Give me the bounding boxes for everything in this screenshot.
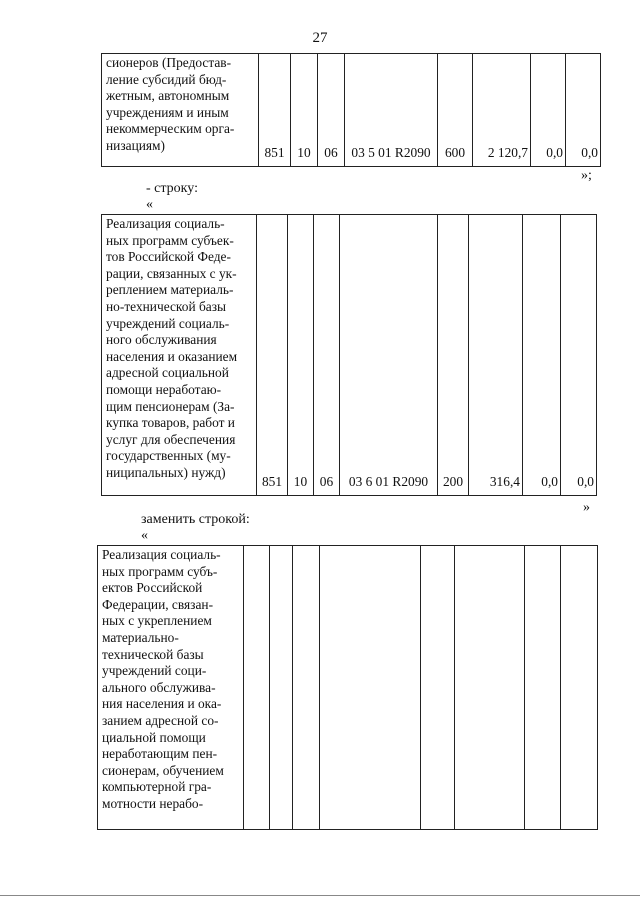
desc-line: ектов Российской (102, 580, 203, 596)
cell-ministry-code: 851 (257, 215, 288, 496)
desc-line: компьютерной гра- (102, 779, 212, 795)
cell-section (270, 546, 293, 830)
desc-line: ных программ субъек- (106, 232, 234, 248)
cell-expense-type (421, 546, 455, 830)
desc-line: Реализация социаль- (102, 547, 221, 562)
cell-amount-2: 0,0 (531, 54, 566, 167)
desc-line: щим пенсионерам (За- (106, 398, 235, 414)
cell-subsection: 06 (318, 54, 345, 167)
desc-line: населения и оказанием (106, 348, 238, 364)
desc-line: сионеров (Предостав- (106, 55, 232, 70)
desc-line: сионерам, обучением (102, 762, 224, 778)
closing-quote: »; (581, 168, 592, 183)
cell-subsection (293, 546, 320, 830)
desc-line: Федерации, связан- (102, 596, 214, 612)
desc-line: ных программ субъ- (102, 563, 218, 579)
desc-line: государственных (му- (106, 448, 231, 464)
cell-amount-3: 0,0 (561, 215, 597, 496)
desc-line: низациям) (106, 137, 165, 153)
budget-table-3 (97, 545, 598, 830)
budget-table-2 (101, 214, 597, 496)
desc-line: адресной социальной (106, 365, 229, 381)
cell-section: 10 (288, 215, 314, 496)
desc-line: рации, связанных с ук- (106, 265, 237, 281)
desc-line: ных с укреплением (102, 613, 212, 629)
desc-line: учреждениям и иным (106, 104, 229, 120)
cell-expense-type: 600 (438, 54, 473, 167)
desc-line: купка товаров, работ и (106, 415, 235, 431)
desc-line: помощи неработаю- (106, 381, 222, 397)
desc-line: циальной помощи (102, 729, 206, 745)
opening-quote: « (146, 197, 153, 212)
row-description (102, 54, 259, 167)
opening-quote: « (141, 528, 148, 543)
row-description (102, 215, 257, 496)
desc-line: ного обслуживания (106, 332, 217, 348)
desc-line: мотности нерабо- (102, 795, 204, 811)
desc-line: некоммерческим орга- (106, 121, 235, 137)
instruction-line: - строку: (146, 181, 198, 196)
cell-amount-1 (455, 546, 525, 830)
cell-amount-1: 2 120,7 (473, 54, 531, 167)
cell-amount-2 (525, 546, 561, 830)
desc-line: неработающим пен- (102, 746, 218, 762)
row-description (98, 546, 244, 830)
cell-subsection: 06 (314, 215, 340, 496)
cell-target-article: 03 5 01 R2090 (345, 54, 438, 167)
cell-section: 10 (291, 54, 318, 167)
cell-amount-2: 0,0 (523, 215, 561, 496)
cell-expense-type: 200 (438, 215, 469, 496)
desc-line: Реализация социаль- (106, 216, 225, 231)
desc-line: тов Российской Феде- (106, 249, 231, 265)
cell-ministry-code (244, 546, 270, 830)
desc-line: учреждений социаль- (106, 315, 230, 331)
cell-target-article: 03 6 01 R2090 (340, 215, 438, 496)
desc-line: реплением материаль- (106, 282, 234, 298)
desc-line: ния населения и ока- (102, 696, 222, 712)
desc-line: материально- (102, 629, 179, 645)
desc-line: услуг для обеспечения (106, 431, 236, 447)
page-number: 27 (312, 30, 328, 46)
desc-line: технической базы (102, 646, 204, 662)
cell-target-article (320, 546, 421, 830)
desc-line: жетным, автономным (106, 88, 230, 104)
desc-line: ление субсидий бюд- (106, 71, 227, 87)
instruction-line: заменить строкой: (141, 512, 250, 527)
budget-table-1 (101, 53, 601, 167)
page-bottom-edge (0, 895, 640, 896)
cell-amount-1: 316,4 (469, 215, 523, 496)
cell-amount-3: 0,0 (566, 54, 601, 167)
desc-line: ального обслужива- (102, 679, 216, 695)
closing-quote: » (583, 500, 590, 515)
desc-line: но-технической базы (106, 298, 226, 314)
desc-line: занием адресной со- (102, 712, 219, 728)
cell-ministry-code: 851 (259, 54, 291, 167)
cell-amount-3 (561, 546, 598, 830)
desc-line: ниципальных) нужд) (106, 464, 226, 480)
desc-line: учреждений соци- (102, 663, 207, 679)
